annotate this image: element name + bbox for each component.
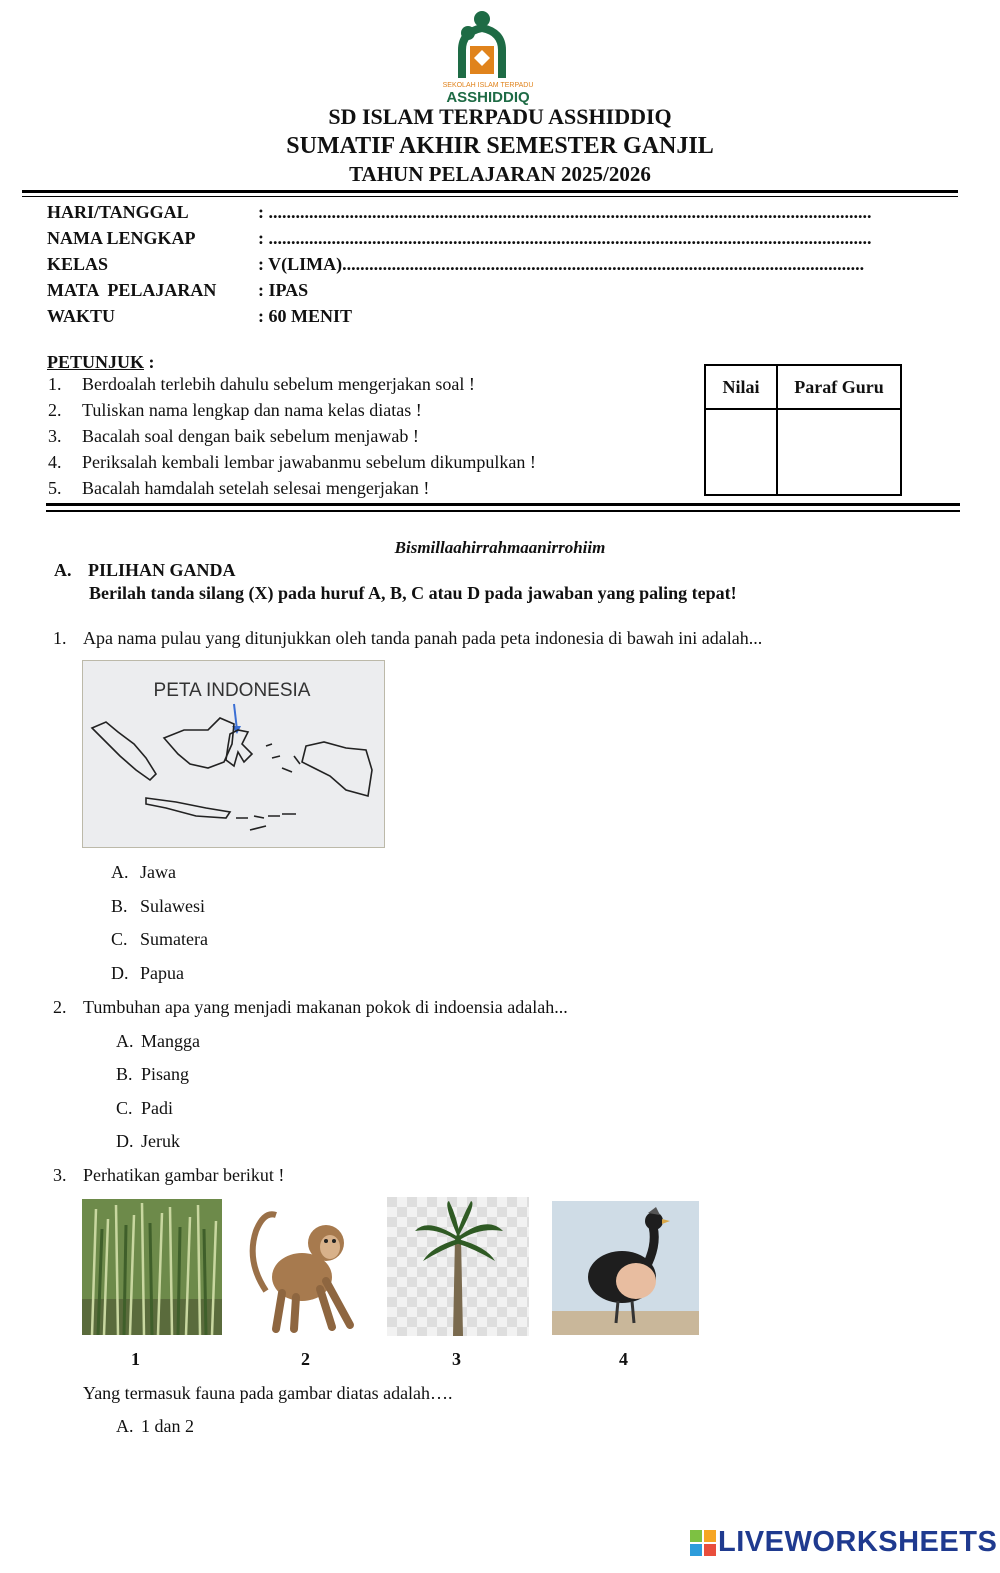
item-number: 2. (48, 400, 62, 420)
info-value: : 60 MENIT (258, 306, 352, 326)
paraf-header: Paraf Guru (777, 365, 901, 409)
option-letter: C. (116, 1098, 133, 1118)
option-letter: D. (111, 963, 129, 983)
option-letter: B. (116, 1064, 133, 1084)
score-table (704, 364, 902, 496)
maleo-bird-image (552, 1201, 699, 1335)
option-text: Mangga (141, 1031, 200, 1051)
petunjuk-item (48, 426, 419, 447)
section-name: PILIHAN GANDA (88, 560, 236, 580)
question-number: 2. (53, 997, 67, 1017)
option-letter: B. (111, 896, 128, 916)
section-rule-thin (46, 510, 960, 512)
header-rule-thick (22, 190, 958, 193)
q1-option-c[interactable] (111, 929, 208, 950)
q1-option-d[interactable] (111, 963, 184, 984)
palm-tree-image (387, 1197, 529, 1336)
option-text: Sulawesi (140, 896, 205, 916)
bismillah: Bismillaahirrahmaanirrohiim (394, 538, 606, 557)
option-text: Sumatera (140, 929, 208, 949)
petunjuk-heading-text: PETUNJUK (47, 352, 145, 372)
info-label: HARI/TANGGAL (47, 202, 189, 222)
section-rule-thick (46, 503, 960, 506)
option-letter: D. (116, 1131, 134, 1151)
option-letter: A. (116, 1416, 134, 1436)
q2-option-d[interactable] (116, 1131, 180, 1152)
info-value: : ...................................................................................................................................... (258, 202, 872, 222)
section-title (54, 560, 236, 581)
info-value: : IPAS (258, 280, 309, 300)
petunjuk-item (48, 452, 536, 473)
item-text: Periksalah kembali lembar jawabanmu sebelum dikumpulkan ! (82, 452, 536, 472)
q1-option-b[interactable] (111, 896, 205, 917)
petunjuk-colon: : (144, 352, 155, 372)
q2-option-c[interactable] (116, 1098, 173, 1119)
option-text: Pisang (141, 1064, 190, 1084)
image-label-3: 3 (452, 1349, 461, 1369)
liveworksheets-watermark[interactable]: LIVEWORKSHEETS (718, 1526, 998, 1558)
question-text: Apa nama pulau yang ditunjukkan oleh tanda panah pada peta indonesia di bawah ini adalah... (83, 628, 763, 648)
option-letter: A. (111, 862, 129, 882)
item-number: 3. (48, 426, 62, 446)
option-letter: C. (111, 929, 128, 949)
image-label-2: 2 (301, 1349, 310, 1369)
item-text: Bacalah hamdalah setelah selesai mengerjakan ! (82, 478, 430, 498)
question-3 (53, 1165, 284, 1186)
option-text: Jeruk (141, 1131, 180, 1151)
exam-title: SUMATIF AKHIR SEMESTER GANJIL (286, 133, 714, 159)
question-1 (53, 628, 762, 649)
q3-option-a[interactable] (116, 1416, 194, 1437)
liveworksheets-logo-icon (690, 1530, 716, 1556)
q2-option-b[interactable] (116, 1064, 189, 1085)
info-row-name[interactable] (47, 228, 927, 252)
info-row-date[interactable] (47, 202, 927, 226)
monkey-image (246, 1201, 370, 1335)
item-text: Berdoalah terlebih dahulu sebelum mengerjakan soal ! (82, 374, 475, 394)
info-value: : ...................................................................................................................................... (258, 228, 872, 248)
option-letter: A. (116, 1031, 134, 1051)
item-text: Tuliskan nama lengkap dan nama kelas diatas ! (82, 400, 422, 420)
question-2 (53, 997, 568, 1018)
section-instruction: Berilah tanda silang (X) pada huruf A, B, C atau D pada jawaban yang paling tepat! (89, 583, 737, 603)
option-text: Jawa (140, 862, 176, 882)
info-label: NAMA LENGKAP (47, 228, 196, 248)
nilai-cell[interactable] (705, 409, 777, 495)
logo-text-small: SEKOLAH ISLAM TERPADU (442, 82, 534, 89)
question-number: 3. (53, 1165, 67, 1185)
option-text: Padi (141, 1098, 174, 1118)
petunjuk-heading (47, 352, 155, 373)
reed-plant-image (82, 1199, 222, 1335)
image-label-1: 1 (131, 1349, 140, 1369)
petunjuk-item (48, 400, 422, 421)
item-number: 1. (48, 374, 62, 394)
indonesia-map-image (82, 660, 385, 848)
petunjuk-item (48, 374, 475, 395)
question-3-followup: Yang termasuk fauna pada gambar diatas adalah…. (83, 1383, 453, 1403)
question-text: Tumbuhan apa yang menjadi makanan pokok di indoensia adalah... (83, 997, 568, 1017)
question-text: Perhatikan gambar berikut ! (83, 1165, 285, 1185)
item-text: Bacalah soal dengan baik sebelum menjawab ! (82, 426, 419, 446)
q1-option-a[interactable] (111, 862, 176, 883)
school-year: TAHUN PELAJARAN 2025/2026 (349, 162, 651, 186)
nilai-header: Nilai (705, 365, 777, 409)
image-label-4: 4 (619, 1349, 628, 1369)
question-number: 1. (53, 628, 67, 648)
info-row-subject (47, 280, 927, 304)
option-text: Papua (140, 963, 184, 983)
info-label: KELAS (47, 254, 109, 274)
paraf-cell[interactable] (777, 409, 901, 495)
logo-text-big: ASSHIDDIQ (446, 89, 530, 106)
info-label: MATA PELAJARAN (47, 280, 217, 300)
option-text: 1 dan 2 (141, 1416, 194, 1436)
map-title: PETA INDONESIA (153, 680, 311, 701)
section-label: A. (54, 560, 72, 580)
info-row-class[interactable] (47, 254, 927, 278)
school-logo (440, 10, 560, 106)
info-row-time (47, 306, 927, 330)
q2-option-a[interactable] (116, 1031, 200, 1052)
petunjuk-item (48, 478, 429, 499)
item-number: 4. (48, 452, 62, 472)
school-name: SD ISLAM TERPADU ASSHIDDIQ (328, 104, 672, 129)
info-value: : V(LIMA).................................................................................................................... (258, 254, 865, 274)
info-label: WAKTU (47, 306, 116, 326)
item-number: 5. (48, 478, 62, 498)
header-rule-thin (22, 196, 958, 197)
